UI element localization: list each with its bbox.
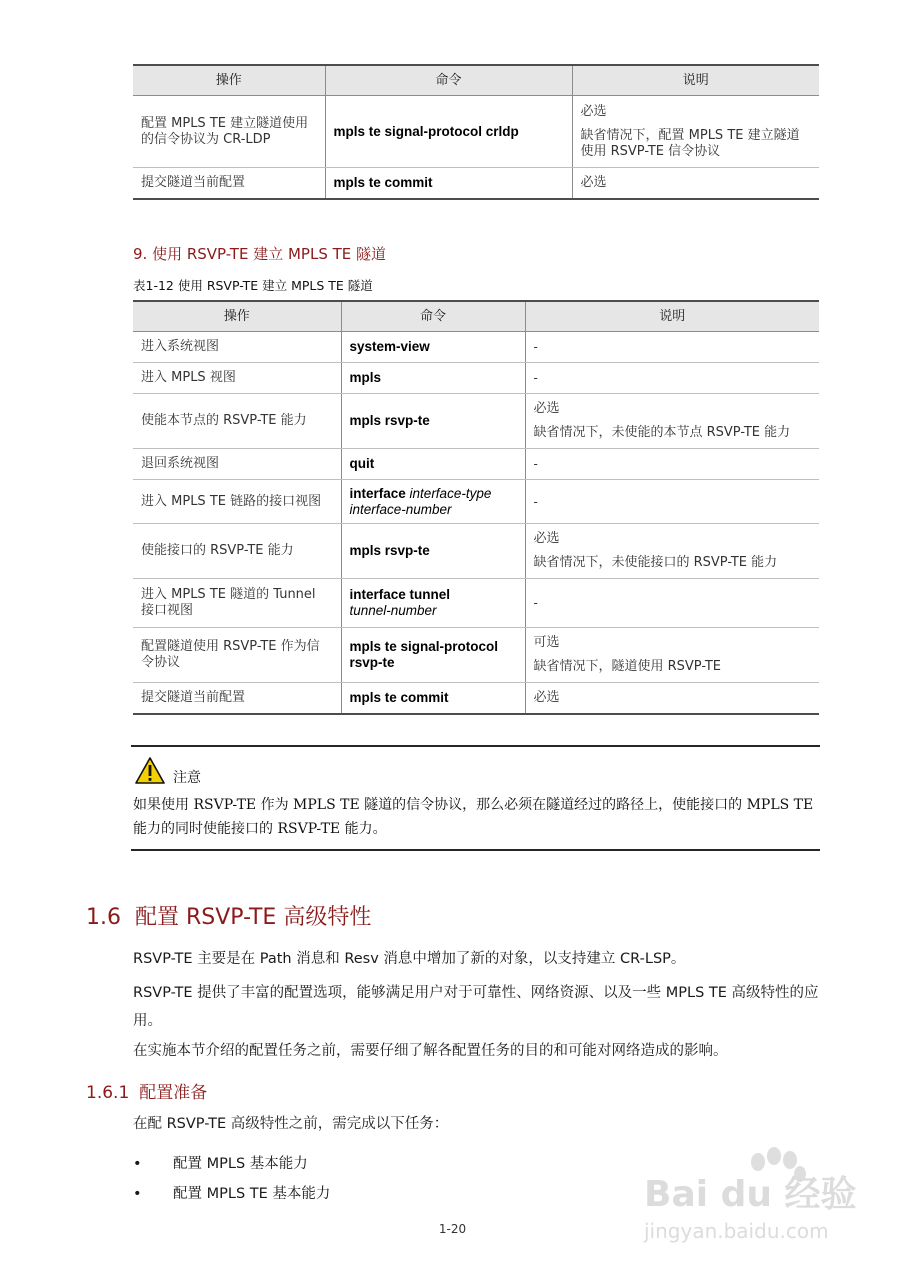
row-command: mpls rsvp-te: [341, 394, 525, 449]
header-description: 说明: [572, 65, 819, 96]
baidu-watermark-logo: [640, 1140, 870, 1250]
command-keyword: interface tunnel: [349, 587, 451, 602]
header-description: 说明: [525, 301, 819, 332]
table-header-row: [133, 65, 819, 96]
bullet-icon: •: [133, 1156, 142, 1172]
desc-line-1: 必选: [580, 103, 607, 119]
header-operation: 操作: [133, 301, 341, 332]
row-operation: 进入系统视图: [133, 332, 341, 363]
table-row: [133, 363, 819, 394]
table-row: [133, 394, 819, 449]
command-keyword: interface: [349, 485, 406, 501]
table-row: [133, 628, 819, 683]
section-title: 配置 RSVP-TE 高级特性: [135, 905, 372, 930]
table-row: [133, 524, 819, 579]
command-arg: tunnel-number: [349, 603, 437, 618]
desc-line-1: 可选: [533, 635, 560, 650]
row-command: [341, 480, 525, 524]
section-title: 配置准备: [139, 1083, 208, 1103]
table-row: [133, 168, 819, 199]
desc-line-2: 缺省情况下，配置 MPLS TE 建立隧道使用 RSVP-TE 信令协议: [580, 127, 800, 159]
row-operation: 提交隧道当前配置: [133, 168, 325, 199]
row-description: -: [525, 363, 819, 394]
row-command: mpls te signal-protocol rsvp-te: [341, 628, 525, 683]
command-arg: interface-type: [409, 485, 492, 501]
row-operation: 配置 MPLS TE 建立隧道使用的信令协议为 CR-LDP: [133, 96, 325, 168]
header-command: 命令: [341, 301, 525, 332]
config-table-rsvp-te: [133, 300, 819, 715]
row-description: -: [525, 480, 819, 524]
list-item-text: 配置 MPLS TE 基本能力: [173, 1186, 331, 1202]
row-description: [525, 394, 819, 449]
row-command: system-view: [341, 332, 525, 363]
table-row: [133, 579, 819, 628]
section-number: 1.6.1: [86, 1083, 130, 1103]
row-operation: 使能本节点的 RSVP-TE 能力: [133, 394, 341, 449]
caution-note: [131, 745, 820, 851]
row-description: 必选: [525, 683, 819, 714]
watermark-url: jingyan.baidu.com: [644, 1219, 829, 1243]
row-description: -: [525, 332, 819, 363]
row-command: quit: [341, 449, 525, 480]
table-caption: 表1-12 使用 RSVP-TE 建立 MPLS TE 隧道: [133, 278, 373, 293]
table-row: [133, 449, 819, 480]
row-operation: 使能接口的 RSVP-TE 能力: [133, 524, 341, 579]
list-item: [133, 1182, 330, 1203]
section-heading-9: 9. 使用 RSVP-TE 建立 MPLS TE 隧道: [133, 245, 387, 263]
header-operation: 操作: [133, 65, 325, 96]
row-operation: 退回系统视图: [133, 449, 341, 480]
row-operation: 进入 MPLS 视图: [133, 363, 341, 394]
table-row: [133, 683, 819, 714]
list-item: [133, 1152, 308, 1173]
row-command: mpls rsvp-te: [341, 524, 525, 579]
section-number: 1.6: [86, 905, 121, 930]
row-description: [572, 96, 819, 168]
paragraph: 在配 RSVP-TE 高级特性之前，需完成以下任务：: [133, 1116, 449, 1132]
paragraph: RSVP-TE 主要是在 Path 消息和 Resv 消息中增加了新的对象，以支持建立 CR-LSP。: [133, 951, 686, 967]
section-heading-1-6-1: [86, 1078, 207, 1103]
table-row: [133, 96, 819, 168]
row-description: [525, 628, 819, 683]
row-operation: 进入 MPLS TE 链路的接口视图: [133, 480, 341, 524]
paragraph: RSVP-TE 提供了丰富的配置选项，能够满足用户对于可靠性、网络资源、以及一些 MPLS TE 高级特性的应用。: [133, 985, 819, 1029]
row-description: -: [525, 579, 819, 628]
desc-line-2: 缺省情况下，未使能接口的 RSVP-TE 能力: [533, 555, 778, 570]
caution-text: 如果使用 RSVP-TE 作为 MPLS TE 隧道的信令协议，那么必须在隧道经过的路径上，使能接口的 MPLS TE 能力的同时使能接口的 RSVP-TE 能力。: [133, 797, 814, 837]
warning-icon: [135, 757, 165, 785]
row-operation: 配置隧道使用 RSVP-TE 作为信令协议: [133, 628, 341, 683]
row-description: 必选: [572, 168, 819, 199]
desc-line-2: 缺省情况下，隧道使用 RSVP-TE: [533, 659, 722, 674]
desc-line-2: 缺省情况下，未使能的本节点 RSVP-TE 能力: [533, 425, 791, 440]
paragraph: 在实施本节介绍的配置任务之前，需要仔细了解各配置任务的目的和可能对网络造成的影响。: [133, 1043, 728, 1059]
row-description: -: [525, 449, 819, 480]
table-row: [133, 332, 819, 363]
row-description: [525, 524, 819, 579]
bullet-icon: •: [133, 1186, 142, 1202]
caution-label: 注意: [173, 770, 201, 786]
row-command: mpls te signal-protocol crldp: [325, 96, 572, 168]
desc-line-1: 必选: [533, 401, 560, 416]
desc-line-1: 必选: [533, 531, 560, 546]
list-item-text: 配置 MPLS 基本能力: [173, 1156, 308, 1172]
watermark-brand: Bai du 经验: [644, 1174, 857, 1215]
row-command: mpls: [341, 363, 525, 394]
page-number: 1-20: [438, 1222, 467, 1236]
command-arg: interface-number: [349, 501, 452, 517]
table-row: [133, 480, 819, 524]
header-command: 命令: [325, 65, 572, 96]
row-operation: 进入 MPLS TE 隧道的 Tunnel 接口视图: [133, 579, 341, 628]
row-command: mpls te commit: [325, 168, 572, 199]
table-header-row: [133, 301, 819, 332]
row-command: [341, 579, 525, 628]
row-operation: 提交隧道当前配置: [133, 683, 341, 714]
config-table-top: [133, 64, 819, 200]
row-command: mpls te commit: [341, 683, 525, 714]
section-heading-1-6: [86, 900, 371, 931]
